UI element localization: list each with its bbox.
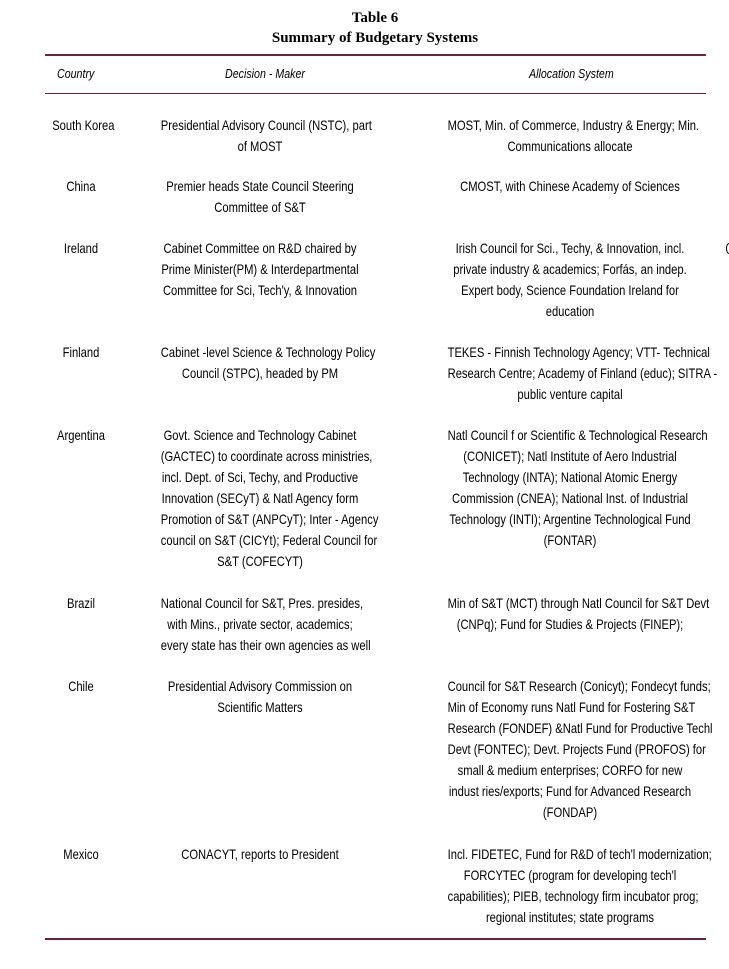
- allocation-system-cell-line: Council for S&T Research (Conicyt); Fondecyt funds;: [447, 678, 711, 694]
- country-name: Brazil: [66, 595, 95, 611]
- header-decision-maker: Decision - Maker: [225, 66, 305, 81]
- decision-maker-cell: [136, 342, 384, 384]
- decision-maker-cell: [136, 593, 384, 656]
- allocation-system-cell: [417, 115, 723, 157]
- decision-maker-cell: [136, 676, 384, 718]
- header-allocation-system: Allocation System: [529, 66, 614, 81]
- country-name: South Korea: [52, 117, 115, 133]
- decision-maker-cell-line: Committee of S&T: [214, 199, 306, 215]
- allocation-system-cell-line: TEKES - Finnish Technology Agency; VTT- Technical: [447, 344, 710, 360]
- allocation-system-cell-line: (FONDAP): [542, 804, 598, 820]
- allocation-system-cell-line: Natl Council f or Scientific & Technological Research: [447, 427, 708, 443]
- allocation-system-cell-line: Min of S&T (MCT) through Natl Council for S&T Devt: [447, 595, 710, 611]
- table-title: Summary of Budgetary Systems: [271, 30, 479, 46]
- allocation-system-cell: [417, 844, 723, 928]
- allocation-system-cell-line: (CNPq); Fund for Studies & Projects (FINEP);: [456, 616, 684, 632]
- allocation-system-cell-line: Incl. FIDETEC, Fund for R&D of tech'l modernization;: [447, 846, 712, 862]
- decision-maker-cell-line: incl. Dept. of Sci, Techy, and Productive: [161, 469, 359, 485]
- decision-maker-cell-line: Presidential Advisory Council (NSTC), part: [160, 117, 372, 133]
- decision-maker-cell-line: Cabinet Committee on R&D chaired by: [163, 240, 357, 256]
- decision-maker-cell: [136, 176, 384, 218]
- allocation-system-cell-line: Irish Council for Sci., Techy, & Innovation, incl.: [455, 240, 685, 256]
- allocation-system-cell-line: Devt (FONTEC); Devt. Projects Fund (PROFOS) for: [447, 741, 706, 757]
- table-number: Table 6: [351, 10, 399, 26]
- country-name: Chile: [68, 678, 94, 694]
- top-rule: [45, 54, 706, 56]
- decision-maker-cell: [136, 115, 384, 157]
- allocation-system-cell-line: Communications allocate: [507, 138, 633, 154]
- allocation-system-cell-line: public venture capital: [517, 386, 623, 402]
- bottom-rule: [45, 938, 706, 940]
- country-name: Ireland: [63, 240, 99, 256]
- allocation-system-cell-line: MOST, Min. of Commerce, Industry & Energy; Min.: [447, 117, 700, 133]
- country-cell: [45, 342, 117, 363]
- decision-maker-cell-line: of MOST: [237, 138, 283, 154]
- decision-maker-cell-line: Scientific Matters: [217, 699, 303, 715]
- allocation-system-cell-line: Technology (INTA); National Atomic Energy: [462, 469, 678, 485]
- decision-maker-cell-line: Innovation (SECyT) & Natl Agency form: [161, 490, 359, 506]
- allocation-system-cell-line: regional institutes; state programs: [485, 909, 655, 925]
- country-cell: [45, 593, 117, 614]
- allocation-system-cell: [417, 593, 723, 635]
- country-cell: [45, 844, 117, 865]
- decision-maker-cell: [136, 844, 384, 865]
- allocation-system-cell: [417, 425, 723, 551]
- country-name: Argentina: [57, 427, 105, 443]
- allocation-system-cell: [417, 676, 723, 823]
- allocation-system-cell: [417, 238, 723, 322]
- decision-maker-cell-line: (GACTEC) to coordinate across ministries,: [160, 448, 373, 464]
- allocation-system-cell-line: Technology (INTI); Argentine Technological Fund: [449, 511, 691, 527]
- allocation-system-cell-line: small & medium enterprises; CORFO for new: [457, 762, 683, 778]
- decision-maker-cell-line: every state has their own agencies as well: [160, 637, 371, 653]
- allocation-system-cell-line: Min of Economy runs Natl Fund for Fostering S&T: [447, 699, 696, 715]
- allocation-system-cell-line: Commission (CNEA); National Inst. of Industrial: [452, 490, 688, 506]
- header-rule: [45, 93, 706, 94]
- allocation-system-cell-line: Research (FONDEF) &Natl Fund for Productive Techl: [447, 720, 713, 736]
- country-cell: [45, 676, 117, 697]
- decision-maker-cell-line: Promotion of S&T (ANPCyT); Inter - Agency: [160, 511, 379, 527]
- decision-maker-cell-line: National Council for S&T, Pres. presides,: [160, 595, 364, 611]
- decision-maker-cell-line: Prime Minister(PM) & Interdepartmental: [161, 261, 359, 277]
- decision-maker-cell-line: council on S&T (CICYt); Federal Council for: [160, 532, 378, 548]
- allocation-system-cell-line: capabilities); PIEB, technology firm incubator prog;: [447, 888, 699, 904]
- decision-maker-cell-line: Premier heads State Council Steering: [166, 178, 354, 194]
- header-country: Country: [57, 66, 95, 81]
- allocation-system-cell-line: CMOST, with Chinese Academy of Sciences: [460, 178, 680, 194]
- country-name: Finland: [62, 344, 100, 360]
- decision-maker-cell-line: Cabinet -level Science & Technology Policy: [160, 344, 376, 360]
- allocation-system-cell-line: (FONTAR): [543, 532, 597, 548]
- decision-maker-cell-line: CONACYT, reports to President: [181, 846, 339, 862]
- country-name: China: [66, 178, 96, 194]
- decision-maker-cell-line: S&T (COFECYT): [217, 553, 303, 569]
- decision-maker-cell-line: Presidential Advisory Commission on: [167, 678, 353, 694]
- allocation-system-cell-line: private industry & academics; Forfás, an indep.: [453, 261, 687, 277]
- decision-maker-cell: [136, 238, 384, 301]
- country-cell: [45, 176, 117, 197]
- decision-maker-cell-line: with Mins., private sector, academics;: [167, 616, 353, 632]
- country-name: Mexico: [63, 846, 99, 862]
- decision-maker-cell: [136, 425, 384, 572]
- country-cell: [45, 238, 117, 259]
- allocation-system-cell-line: education: [545, 303, 595, 319]
- decision-maker-cell-line: Council (STPC), headed by PM: [181, 365, 339, 381]
- allocation-system-cell-line: Expert body, Science Foundation Ireland for: [461, 282, 679, 298]
- country-cell: [45, 425, 117, 446]
- allocation-system-cell-line: indust ries/exports; Fund for Advanced Research: [448, 783, 692, 799]
- country-cell: [45, 115, 117, 136]
- decision-maker-cell-line: Committee for Sci, Tech'y, & Innovation: [162, 282, 358, 298]
- allocation-system-cell-line: (CONICET); Natl Institute of Aero Industrial: [463, 448, 677, 464]
- allocation-system-cell-line: FORCYTEC (program for developing tech'l: [463, 867, 677, 883]
- allocation-system-cell-line: Research Centre; Academy of Finland (educ); SITRA -: [447, 365, 718, 381]
- allocation-system-cell: [417, 342, 723, 405]
- allocation-system-cell: [417, 176, 723, 197]
- decision-maker-cell-line: Govt. Science and Technology Cabinet: [163, 427, 357, 443]
